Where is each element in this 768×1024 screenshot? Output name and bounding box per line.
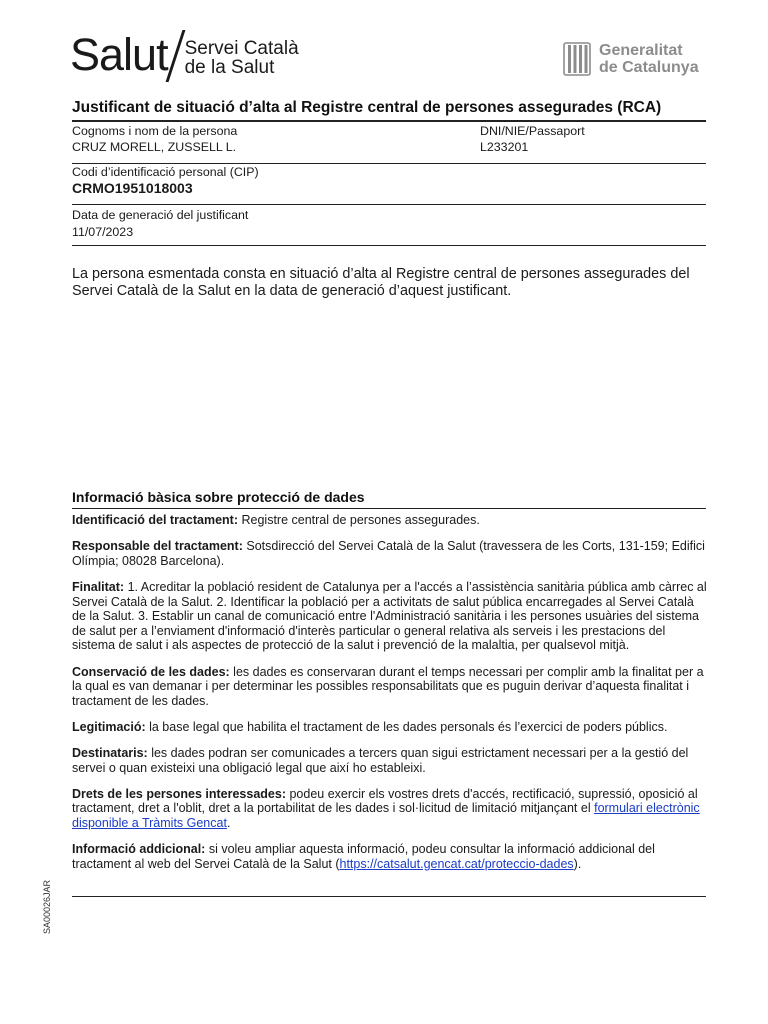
bottom-divider: [72, 896, 706, 897]
statement-text: La persona esmentada consta en situació d’alta al Registre central de persones assegurades del Servei Català de la Salut en la data de generació d’aquest justificant.: [72, 266, 690, 299]
generalitat-logo: [563, 42, 699, 76]
retention-label: Conservació de les dades:: [72, 664, 230, 679]
responsible-paragraph: [72, 539, 708, 568]
catsalut-protection-link[interactable]: https://catsalut.gencat.cat/proteccio-dades: [339, 856, 574, 871]
divider-2: [72, 204, 706, 205]
identification-paragraph: [72, 513, 708, 528]
identification-text: Registre central de persones assegurades.: [238, 513, 480, 527]
rights-paragraph: [72, 787, 708, 831]
title-divider: [72, 120, 706, 122]
retention-paragraph: [72, 665, 708, 709]
side-document-code: SA00026JAR: [42, 879, 52, 934]
legitimation-text: la base legal que habilita el tractament de les dades personals és l’exercici de poders públics.: [145, 719, 668, 734]
data-protection-title: Informació bàsica sobre protecció de dades: [72, 489, 365, 505]
rights-end: .: [226, 816, 231, 831]
salut-logo: [70, 29, 299, 82]
id-label: DNI/NIE/Passaport: [480, 124, 585, 138]
date-label: Data de generació del justificant: [72, 208, 249, 222]
divider-1: [72, 163, 706, 164]
legitimation-paragraph: [72, 720, 708, 735]
data-protection-divider: [72, 508, 706, 509]
name-value: CRUZ MORELL, ZUSSELL L.: [72, 140, 237, 154]
additional-text: si voleu ampliar aquesta informació, podeu consultar la informació addicional del tractament al web del Servei Català de la Salut (: [72, 842, 655, 871]
salut-logo-subtitle: [185, 39, 299, 77]
date-value: 11/07/2023: [72, 225, 134, 239]
responsible-label: Responsable del tractament:: [72, 539, 243, 554]
salut-logo-slash: [165, 30, 185, 82]
rights-text: podeu exercir els vostres drets d'accés, rectificació, supressió, oposició al tractament, dret a l'oblit, dret a la portabilitat de les dades i sol·licitud de limitació mitjançant el: [72, 786, 698, 816]
additional-label: Informació addicional:: [72, 842, 206, 857]
generalitat-emblem-icon: [563, 42, 591, 76]
salut-logo-line2: de la Salut: [184, 57, 275, 78]
generalitat-line2: de Catalunya: [599, 59, 699, 76]
identification-label: Identificació del tractament:: [72, 513, 239, 527]
recipients-label: Destinataris:: [72, 746, 148, 761]
generalitat-text: [599, 42, 699, 76]
salut-logo-word: Salut: [70, 29, 168, 80]
document-title: Justificant de situació d’alta al Registre central de persones assegurades (RCA): [72, 99, 662, 116]
purpose-text: 1. Acreditar la població resident de Catalunya per a l'accés a l’assistència sanitària pública amb càrrec al Servei Català de la Salut. 2. Identificar la població per a activitats de salut pública encarregades al Servei Català de la Salut. 3. Establir un canal de comunicació entre l'Administració sanitària i les persones usuàries del sistema de salut per a l’enviament d'informació d'interès particular o general relativa als serveis i les prestacions del sistema de salut i als aspectes de protecció de la salut i prevenció de la malaltia, per qualsevol mitjà.: [72, 579, 707, 653]
salut-logo-line1: Servei Català: [184, 38, 299, 59]
generalitat-line1: Generalitat: [599, 42, 683, 59]
additional-end: ).: [573, 856, 582, 871]
legitimation-label: Legitimació:: [72, 719, 146, 734]
retention-text: les dades es conservaran durant el temps necessari per complir amb la finalitat per a la qual es van demanar i per determinar les possibles responsabilitats que es puguin derivar d’aquesta finalitat i tractament de les dades.: [72, 664, 704, 708]
id-value: L233201: [480, 140, 529, 154]
data-protection-body: [72, 513, 708, 871]
rights-label: Drets de les persones interessades:: [72, 786, 286, 801]
cip-value: CRMO1951018003: [72, 180, 193, 196]
recipients-text: les dades podran ser comunicades a tercers quan sigui estrictament necessari per a la gestió del servei o quan existeixi una obligació legal que així ho estableixi.: [72, 746, 689, 775]
responsible-text: Sotsdirecció del Servei Català de la Salut (travessera de les Corts, 131-159; Edifici Olímpia; 08028 Barcelona).: [72, 539, 705, 568]
additional-paragraph: [72, 842, 708, 871]
name-label: Cognoms i nom de la persona: [72, 124, 238, 138]
purpose-label: Finalitat:: [72, 579, 125, 594]
divider-3: [72, 245, 706, 246]
cip-label: Codi d’identificació personal (CIP): [72, 165, 259, 179]
recipients-paragraph: [72, 746, 708, 775]
tramits-gencat-form-link[interactable]: formulari electrònic disponible a Tràmits Gencat: [72, 801, 700, 831]
purpose-paragraph: [72, 580, 708, 653]
